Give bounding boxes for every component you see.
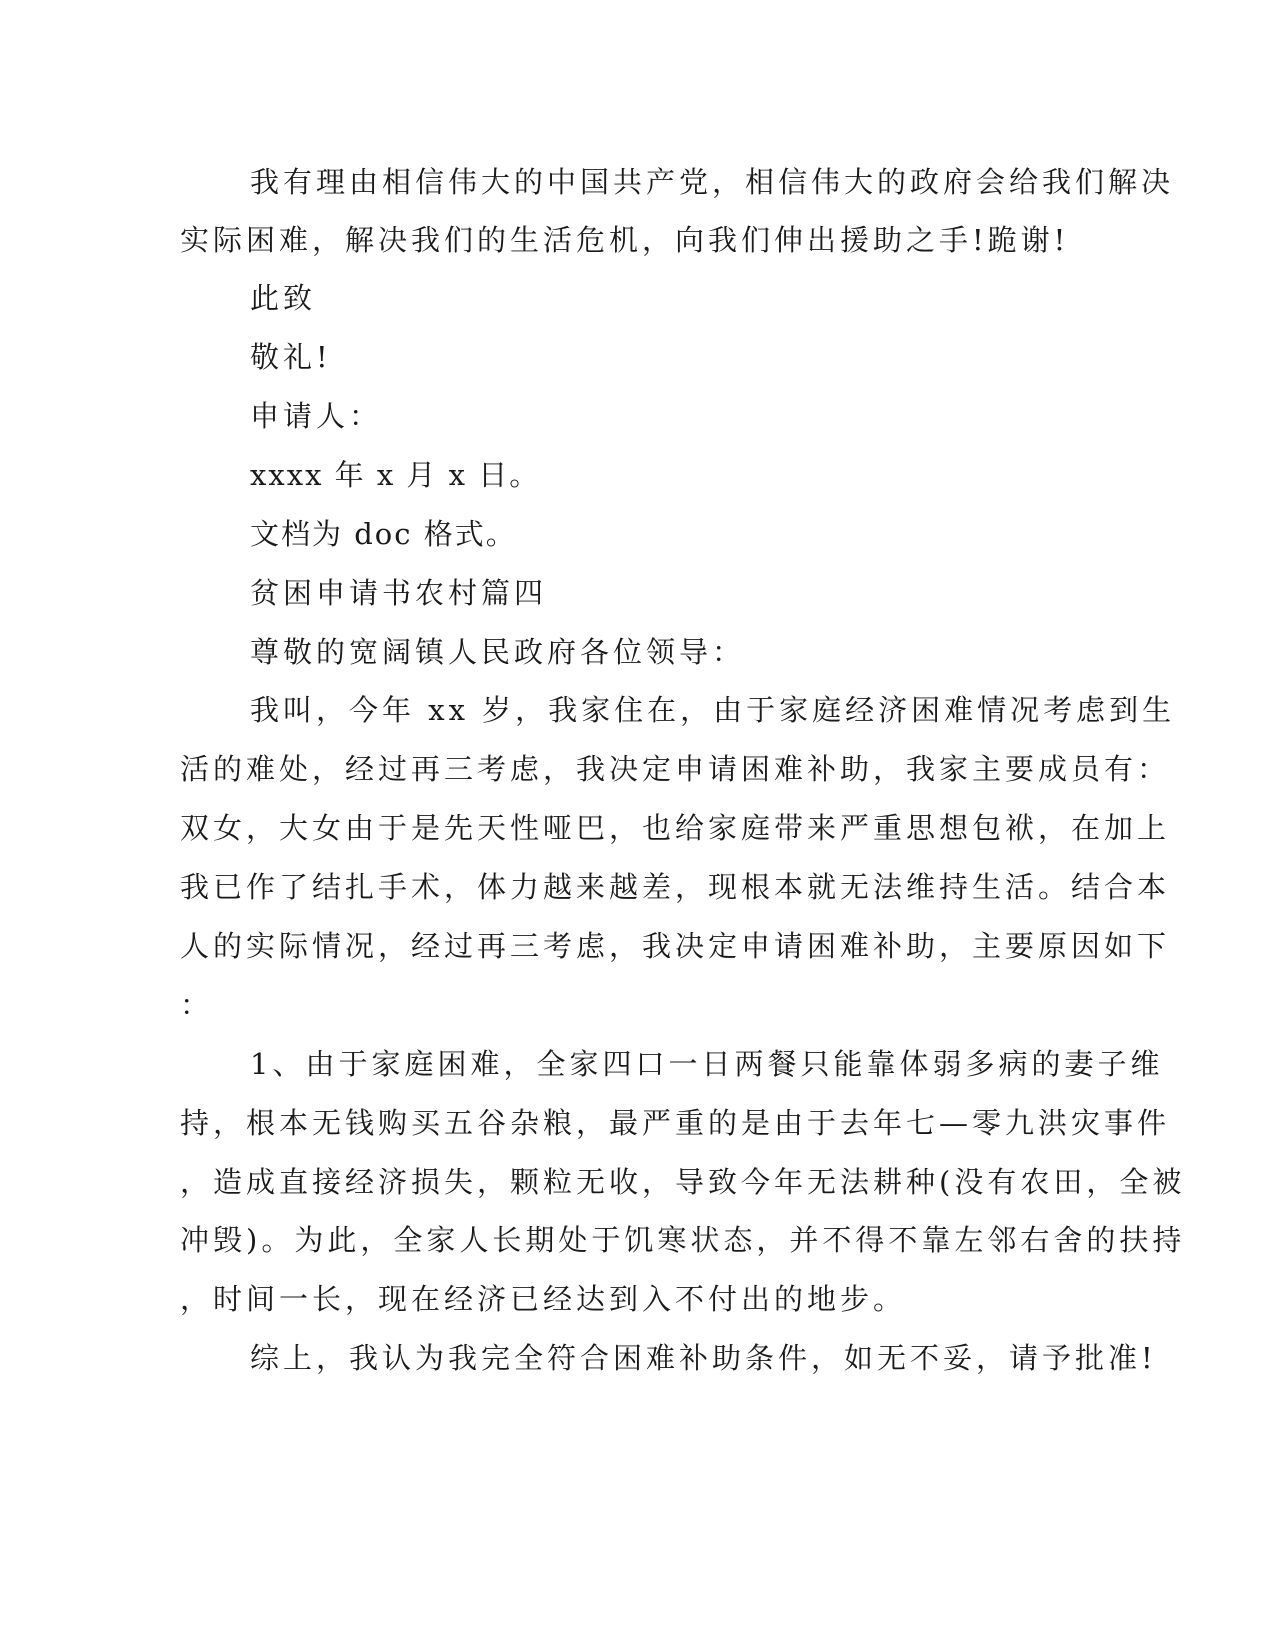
closing-regards: 敬礼!	[250, 340, 332, 374]
paragraph-line: 我有理由相信伟大的中国共产党，相信伟大的政府会给我们解决	[250, 165, 1175, 199]
paragraph-line: 综上，我认为我完全符合困难补助条件，如无不妥，请予批准!	[250, 1341, 1157, 1375]
paragraph-line: 双女，大女由于是先天性哑巴，也给家庭带来严重思想包袱，在加上	[180, 811, 1171, 845]
paragraph-line: 持，根本无钱购买五谷杂粮，最严重的是由于去年七—零九洪灾事件	[180, 1106, 1171, 1140]
paragraph-line: ，时间一长，现在经济已经达到入不付出的地步。	[180, 1282, 907, 1316]
paragraph-line: ，造成直接经济损失，颗粒无收，导致今年无法耕种(没有农田，全被	[180, 1165, 1186, 1199]
paragraph-line: 我已作了结扎手术，体力越来越差，现根本就无法维持生活。结合本	[180, 870, 1171, 904]
closing-salutation: 此致	[250, 281, 317, 315]
letter-greeting: 尊敬的宽阔镇人民政府各位领导：	[250, 635, 746, 669]
date-line: xxxx 年 x 月 x 日。	[250, 458, 541, 492]
paragraph-line: 人的实际情况，经过再三考虑，我决定申请困难补助，主要原因如下	[180, 929, 1171, 963]
paragraph-line: ：	[180, 988, 214, 1022]
paragraph-line: 冲毁)。为此，全家人长期处于饥寒状态，并不得不靠左邻右舍的扶持	[180, 1223, 1186, 1257]
paragraph-line: 实际困难，解决我们的生活危机，向我们伸出援助之手!跪谢!	[180, 223, 1070, 257]
applicant-label: 申请人：	[250, 399, 383, 433]
paragraph-line: 1、由于家庭困难，全家四口一日两餐只能靠体弱多病的妻子维	[250, 1047, 1164, 1081]
section-heading: 贫困申请书农村篇四	[250, 576, 548, 610]
format-note: 文档为 doc 格式。	[250, 517, 517, 551]
paragraph-line: 我叫，今年 xx 岁，我家住在，由于家庭经济困难情况考虑到生	[250, 693, 1176, 727]
paragraph-line: 活的难处，经过再三考虑，我决定申请困难补助，我家主要成员有：	[180, 752, 1171, 786]
